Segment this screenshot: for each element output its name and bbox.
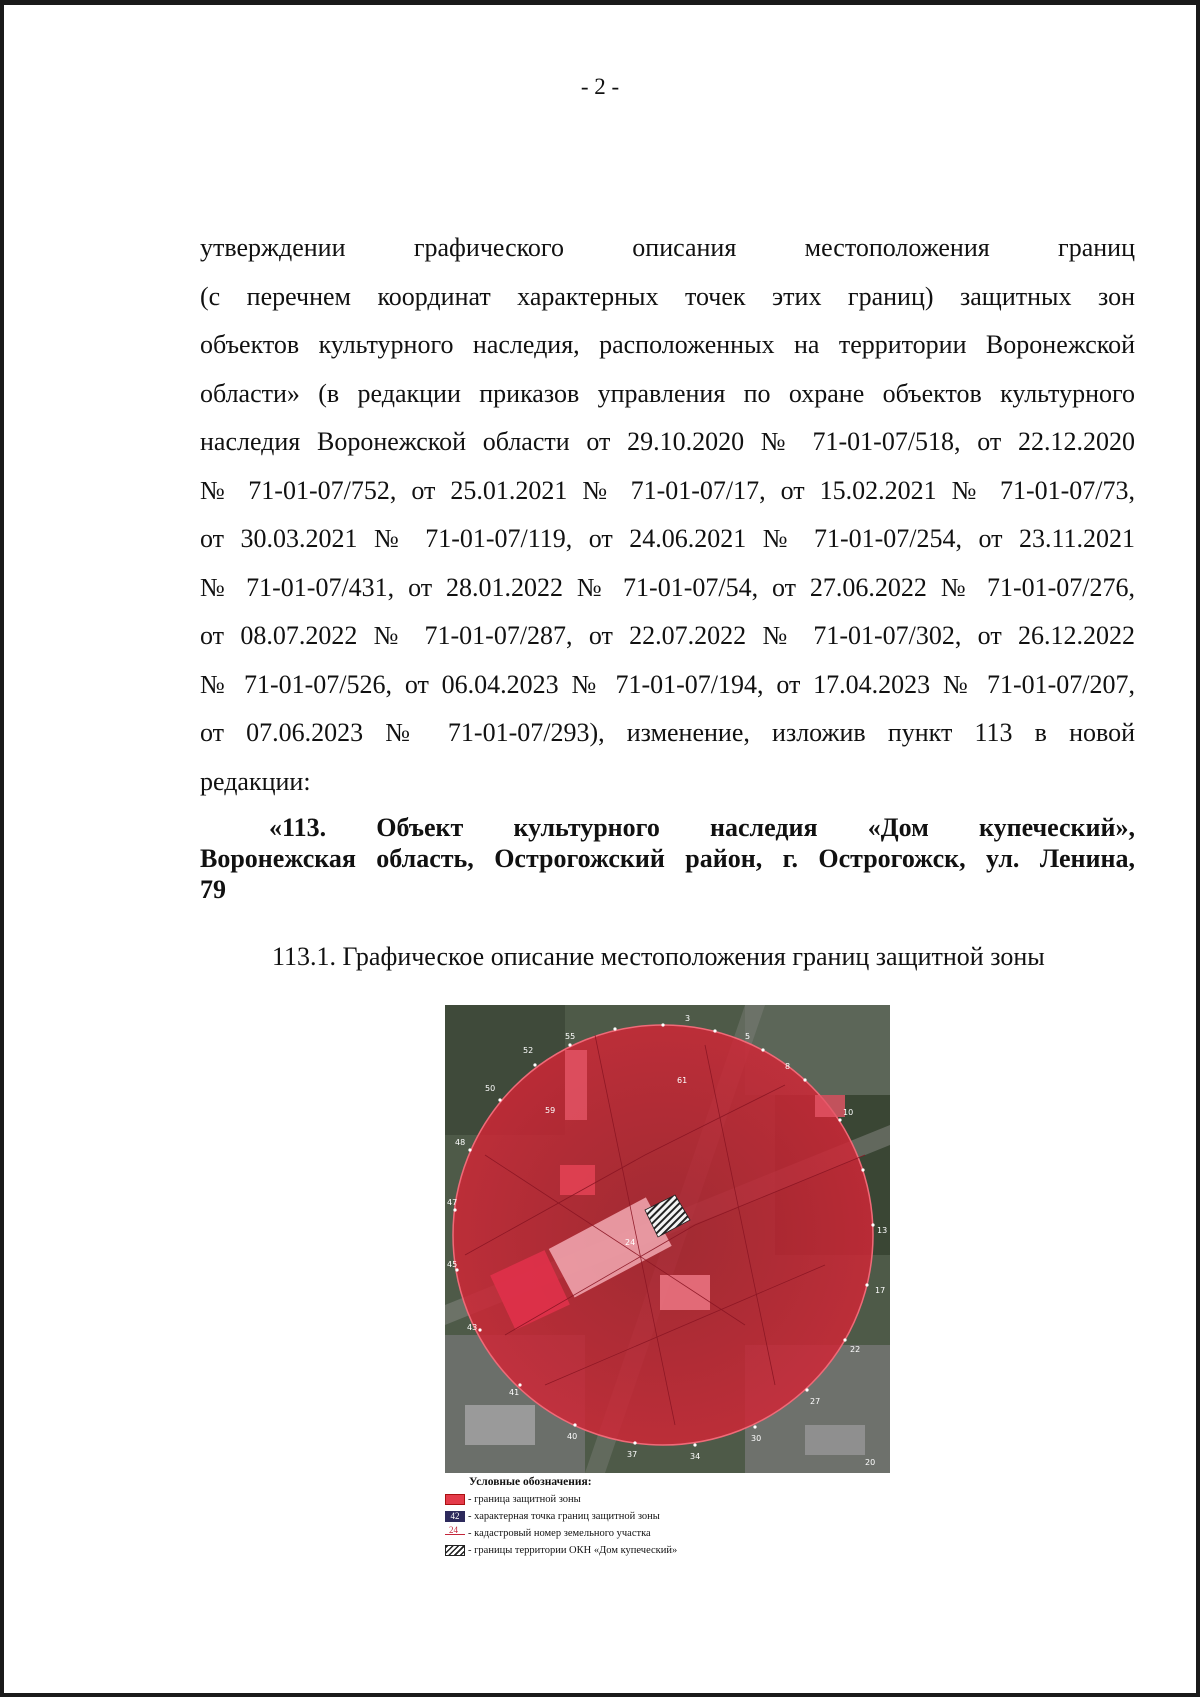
legend-item-point (445, 1508, 745, 1525)
map-point-label: 41 (509, 1388, 520, 1397)
map-point-label: 24 (625, 1238, 636, 1247)
heading-line: 79 (200, 875, 226, 904)
map-point-label: 13 (877, 1226, 888, 1235)
paragraph-line: (с перечнем координат характерных точек этих границ) защитных зон (200, 281, 1135, 311)
map-point-label: 27 (810, 1397, 821, 1406)
legend-item-okn (445, 1542, 745, 1559)
zone-swatch-icon (445, 1494, 465, 1505)
cadastral-label: 24 (449, 1525, 458, 1535)
map-point-label: 5 (745, 1032, 751, 1041)
legend-text: - кадастровый номер земельного участка (468, 1528, 651, 1539)
map-point-label: 22 (850, 1345, 861, 1354)
map-point-label: 20 (865, 1458, 876, 1467)
point-swatch-icon: 42 (445, 1511, 465, 1522)
map-point-label: 17 (875, 1286, 886, 1295)
paragraph-line: от 07.06.2023 № 71-01-07/293), изменение, изложив пункт 113 в новой (200, 718, 1135, 747)
paragraph-line: от 08.07.2022 № 71-01-07/287, от 22.07.2022 № 71-01-07/302, от 26.12.2022 (200, 621, 1135, 650)
map-point-label: 40 (567, 1432, 578, 1441)
hatch-swatch-icon (445, 1545, 465, 1556)
map-point-label: 47 (447, 1198, 458, 1207)
body-paragraph (200, 224, 1135, 806)
protective-zone-map (445, 1005, 890, 1473)
map-point-label: 59 (545, 1106, 556, 1115)
map-point-label: 61 (677, 1076, 688, 1085)
legend-item-zone (445, 1491, 745, 1508)
page-number: - 2 - (580, 74, 620, 99)
legend-title: Условные обозначения: (469, 1476, 592, 1488)
map-point-label: 10 (843, 1108, 854, 1117)
paragraph-line: утверждении графического описания местоположения границ (200, 233, 1135, 262)
section-heading (200, 812, 1135, 905)
legend-item-cadastral (445, 1525, 745, 1542)
paragraph-line: от 30.03.2021 № 71-01-07/119, от 24.06.2021 № 71-01-07/254, от 23.11.2021 (200, 524, 1135, 553)
map-point-label: 50 (485, 1084, 496, 1093)
map-legend (445, 1474, 745, 1559)
map-point-label: 48 (455, 1138, 466, 1147)
paragraph-line: объектов культурного наследия, расположенных на территории Воронежской (200, 330, 1135, 359)
legend-text: - граница защитной зоны (468, 1494, 581, 1505)
paragraph-line: № 71-01-07/431, от 28.01.2022 № 71-01-07/54, от 27.06.2022 № 71-01-07/276, (200, 572, 1135, 602)
map-point-label: 30 (751, 1434, 762, 1443)
cadastral-line-icon (445, 1525, 465, 1539)
paragraph-line: № 71-01-07/526, от 06.04.2023 № 71-01-07/194, от 17.04.2023 № 71-01-07/207, (200, 669, 1135, 699)
map-point-label: 34 (690, 1452, 701, 1461)
map-point-label: 3 (685, 1014, 691, 1023)
map-image (445, 1005, 890, 1473)
map-point-label: 8 (785, 1062, 791, 1071)
legend-text: - границы территории ОКН «Дом купеческий» (468, 1545, 678, 1556)
subsection-title: 113.1. Графическое описание местоположения границ защитной зоны (272, 942, 1045, 971)
heading-line: Воронежская область, Острогожский район, г. Острогожск, ул. Ленина, (200, 844, 1135, 873)
map-point-label: 45 (447, 1260, 458, 1269)
map-point-label: 37 (627, 1450, 638, 1459)
map-point-label: 43 (467, 1323, 478, 1332)
legend-text: - характерная точка границ защитной зоны (468, 1511, 660, 1522)
paragraph-line: наследия Воронежской области от 29.10.2020 № 71-01-07/518, от 22.12.2020 (200, 427, 1135, 456)
paragraph-line: области» (в редакции приказов управления по охране объектов культурного (200, 378, 1135, 408)
paragraph-line: № 71-01-07/752, от 25.01.2021 № 71-01-07/17, от 15.02.2021 № 71-01-07/73, (200, 475, 1135, 505)
heading-line: «113. Объект культурного наследия «Дом купеческий», (269, 813, 1135, 842)
paragraph-line: редакции: (200, 766, 311, 796)
map-point-label: 55 (565, 1032, 576, 1041)
map-point-label: 52 (523, 1046, 534, 1055)
